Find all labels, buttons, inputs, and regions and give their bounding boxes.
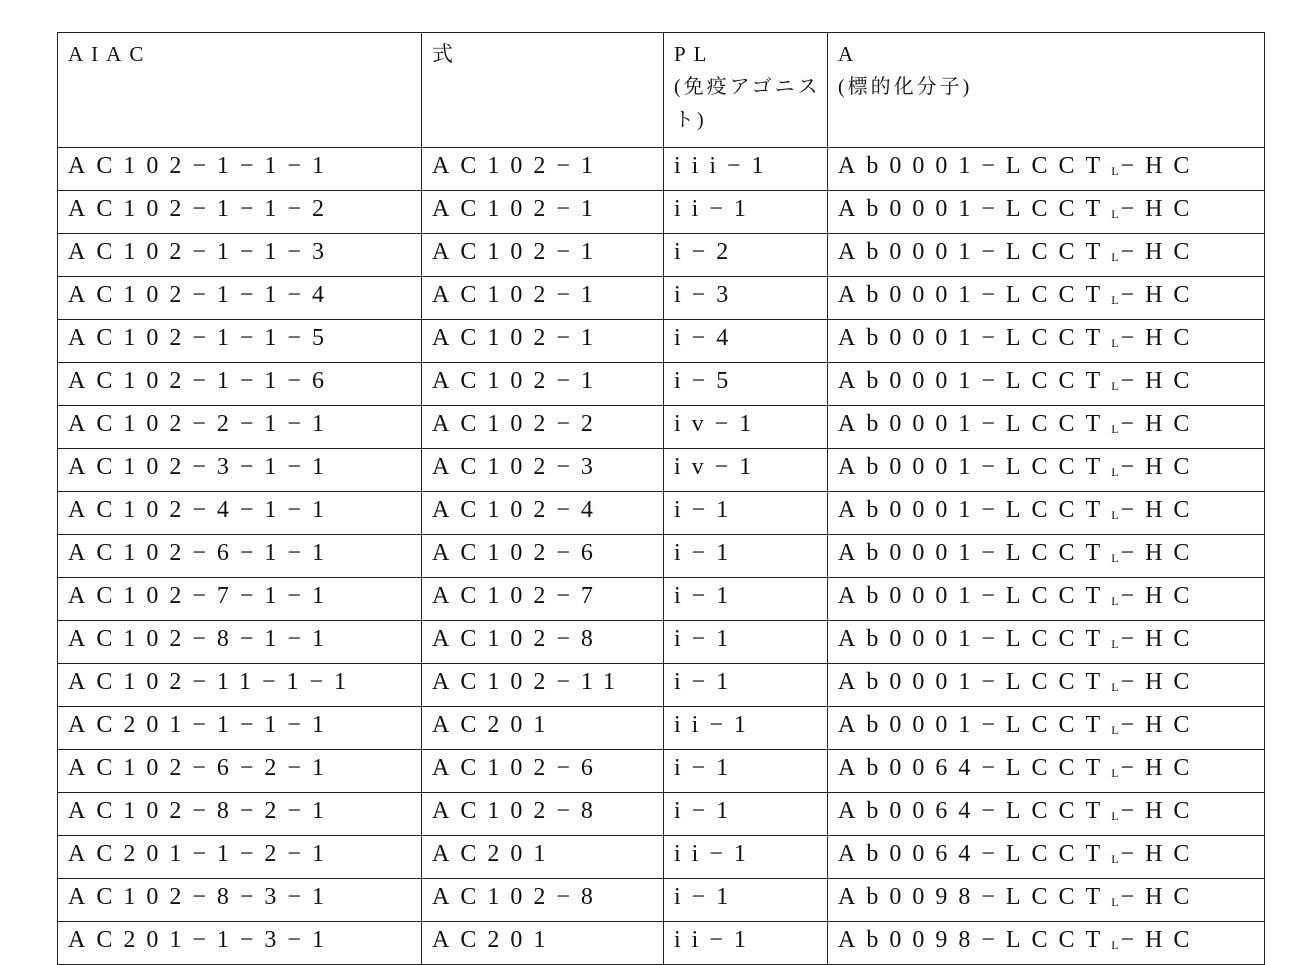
cell-pl: i−1 bbox=[664, 879, 828, 922]
table-row bbox=[58, 148, 1265, 191]
table-row bbox=[58, 879, 1265, 922]
cell-aiac: AC102−7−1−1 bbox=[58, 578, 422, 621]
table-row bbox=[58, 621, 1265, 664]
cell-aiac: AC102−1−1−5 bbox=[58, 320, 422, 363]
table-row bbox=[58, 664, 1265, 707]
cell-pl: i−1 bbox=[664, 621, 828, 664]
cell-a-prefix: Ab0001−LCCT bbox=[838, 153, 1111, 179]
table-row bbox=[58, 320, 1265, 363]
cell-formula: AC102−8 bbox=[422, 621, 664, 664]
cell-formula: AC102−8 bbox=[422, 793, 664, 836]
cell-a-prefix: Ab0001−LCCT bbox=[838, 626, 1111, 652]
cell-formula: AC102−3 bbox=[422, 449, 664, 492]
cell-formula: AC102−6 bbox=[422, 750, 664, 793]
table-row bbox=[58, 535, 1265, 578]
cell-a bbox=[828, 191, 1265, 234]
cell-pl: i−1 bbox=[664, 793, 828, 836]
cell-a-suffix: −HC bbox=[1121, 497, 1201, 523]
cell-a-subscript: L bbox=[1111, 379, 1120, 393]
header-pl bbox=[664, 33, 828, 148]
cell-a-subscript: L bbox=[1111, 250, 1120, 264]
cell-a-subscript: L bbox=[1111, 723, 1120, 737]
cell-formula: AC102−7 bbox=[422, 578, 664, 621]
header-aiac-label: AIAC bbox=[68, 42, 151, 66]
cell-a bbox=[828, 707, 1265, 750]
cell-a-suffix: −HC bbox=[1121, 712, 1201, 738]
cell-formula: AC102−1 bbox=[422, 234, 664, 277]
cell-a-prefix: Ab0064−LCCT bbox=[838, 755, 1111, 781]
cell-a-prefix: Ab0064−LCCT bbox=[838, 841, 1111, 867]
cell-a bbox=[828, 621, 1265, 664]
cell-a-prefix: Ab0098−LCCT bbox=[838, 927, 1111, 953]
header-aiac bbox=[58, 33, 422, 148]
cell-a-suffix: −HC bbox=[1121, 454, 1201, 480]
cell-formula: AC201 bbox=[422, 707, 664, 750]
table-row bbox=[58, 707, 1265, 750]
cell-pl: i−3 bbox=[664, 277, 828, 320]
cell-formula: AC102−8 bbox=[422, 879, 664, 922]
header-pl-label: PL bbox=[674, 42, 715, 66]
cell-a bbox=[828, 793, 1265, 836]
aiac-table bbox=[57, 32, 1265, 965]
cell-formula: AC201 bbox=[422, 922, 664, 965]
cell-pl: i−5 bbox=[664, 363, 828, 406]
cell-a-suffix: −HC bbox=[1121, 841, 1201, 867]
header-row bbox=[58, 33, 1265, 148]
header-pl-note: (免疫アゴニスト) bbox=[674, 71, 827, 137]
cell-a bbox=[828, 449, 1265, 492]
cell-a-prefix: Ab0001−LCCT bbox=[838, 282, 1111, 308]
cell-a-prefix: Ab0001−LCCT bbox=[838, 239, 1111, 265]
cell-pl: iv−1 bbox=[664, 449, 828, 492]
cell-a bbox=[828, 750, 1265, 793]
cell-a-prefix: Ab0001−LCCT bbox=[838, 411, 1111, 437]
cell-a-prefix: Ab0001−LCCT bbox=[838, 196, 1111, 222]
cell-pl: i−1 bbox=[664, 492, 828, 535]
cell-aiac: AC102−6−1−1 bbox=[58, 535, 422, 578]
cell-a-subscript: L bbox=[1111, 465, 1120, 479]
cell-a-subscript: L bbox=[1111, 766, 1120, 780]
table-row bbox=[58, 793, 1265, 836]
cell-a-prefix: Ab0001−LCCT bbox=[838, 712, 1111, 738]
cell-formula: AC102−1 bbox=[422, 148, 664, 191]
cell-pl: i−4 bbox=[664, 320, 828, 363]
cell-formula: AC102−2 bbox=[422, 406, 664, 449]
cell-a-subscript: L bbox=[1111, 293, 1120, 307]
cell-aiac: AC201−1−1−1 bbox=[58, 707, 422, 750]
cell-a-suffix: −HC bbox=[1121, 282, 1201, 308]
cell-aiac: AC201−1−3−1 bbox=[58, 922, 422, 965]
table-row bbox=[58, 406, 1265, 449]
table-row bbox=[58, 836, 1265, 879]
cell-formula: AC102−6 bbox=[422, 535, 664, 578]
cell-a-suffix: −HC bbox=[1121, 755, 1201, 781]
cell-aiac: AC102−4−1−1 bbox=[58, 492, 422, 535]
table-row bbox=[58, 492, 1265, 535]
cell-pl: i−1 bbox=[664, 535, 828, 578]
cell-aiac: AC102−11−1−1 bbox=[58, 664, 422, 707]
cell-a-suffix: −HC bbox=[1121, 411, 1201, 437]
cell-a-suffix: −HC bbox=[1121, 927, 1201, 953]
cell-a bbox=[828, 535, 1265, 578]
cell-a-subscript: L bbox=[1111, 852, 1120, 866]
table-row bbox=[58, 922, 1265, 965]
cell-a-suffix: −HC bbox=[1121, 239, 1201, 265]
table-row bbox=[58, 449, 1265, 492]
cell-a-suffix: −HC bbox=[1121, 669, 1201, 695]
cell-aiac: AC102−1−1−1 bbox=[58, 148, 422, 191]
cell-pl: i−2 bbox=[664, 234, 828, 277]
cell-pl: iv−1 bbox=[664, 406, 828, 449]
cell-formula: AC102−1 bbox=[422, 191, 664, 234]
cell-a-subscript: L bbox=[1111, 422, 1120, 436]
header-a-note: (標的化分子) bbox=[838, 71, 1264, 104]
cell-aiac: AC102−3−1−1 bbox=[58, 449, 422, 492]
header-formula-label: 式 bbox=[432, 42, 461, 66]
table-row bbox=[58, 750, 1265, 793]
cell-pl: i−1 bbox=[664, 578, 828, 621]
cell-a bbox=[828, 922, 1265, 965]
table-body bbox=[58, 148, 1265, 965]
cell-aiac: AC102−8−3−1 bbox=[58, 879, 422, 922]
cell-a-subscript: L bbox=[1111, 594, 1120, 608]
header-a bbox=[828, 33, 1265, 148]
cell-aiac: AC102−1−1−6 bbox=[58, 363, 422, 406]
cell-formula: AC102−4 bbox=[422, 492, 664, 535]
cell-a-suffix: −HC bbox=[1121, 626, 1201, 652]
cell-a-prefix: Ab0001−LCCT bbox=[838, 368, 1111, 394]
cell-pl: iii−1 bbox=[664, 148, 828, 191]
cell-a-suffix: −HC bbox=[1121, 153, 1201, 179]
cell-a-subscript: L bbox=[1111, 637, 1120, 651]
cell-a bbox=[828, 406, 1265, 449]
cell-pl: i−1 bbox=[664, 750, 828, 793]
cell-formula: AC102−1 bbox=[422, 320, 664, 363]
cell-a-subscript: L bbox=[1111, 508, 1120, 522]
cell-aiac: AC102−8−2−1 bbox=[58, 793, 422, 836]
cell-a-prefix: Ab0001−LCCT bbox=[838, 669, 1111, 695]
cell-a bbox=[828, 277, 1265, 320]
cell-pl: ii−1 bbox=[664, 922, 828, 965]
cell-a-subscript: L bbox=[1111, 938, 1120, 952]
cell-pl: i−1 bbox=[664, 664, 828, 707]
cell-a-subscript: L bbox=[1111, 207, 1120, 221]
header-formula bbox=[422, 33, 664, 148]
table-row bbox=[58, 191, 1265, 234]
cell-a bbox=[828, 234, 1265, 277]
cell-a-subscript: L bbox=[1111, 336, 1120, 350]
table-row bbox=[58, 363, 1265, 406]
cell-a bbox=[828, 664, 1265, 707]
cell-formula: AC102−1 bbox=[422, 363, 664, 406]
cell-aiac: AC102−1−1−3 bbox=[58, 234, 422, 277]
cell-a-suffix: −HC bbox=[1121, 325, 1201, 351]
header-a-label: A bbox=[838, 42, 861, 66]
cell-a-prefix: Ab0001−LCCT bbox=[838, 497, 1111, 523]
cell-a-suffix: −HC bbox=[1121, 884, 1201, 910]
table-row bbox=[58, 277, 1265, 320]
cell-aiac: AC102−8−1−1 bbox=[58, 621, 422, 664]
cell-aiac: AC102−2−1−1 bbox=[58, 406, 422, 449]
cell-a bbox=[828, 148, 1265, 191]
cell-a bbox=[828, 363, 1265, 406]
cell-a-prefix: Ab0001−LCCT bbox=[838, 583, 1111, 609]
cell-a-prefix: Ab0001−LCCT bbox=[838, 540, 1111, 566]
cell-aiac: AC102−1−1−2 bbox=[58, 191, 422, 234]
cell-pl: ii−1 bbox=[664, 191, 828, 234]
cell-pl: ii−1 bbox=[664, 707, 828, 750]
cell-a-prefix: Ab0064−LCCT bbox=[838, 798, 1111, 824]
cell-a-suffix: −HC bbox=[1121, 583, 1201, 609]
cell-a-prefix: Ab0098−LCCT bbox=[838, 884, 1111, 910]
cell-aiac: AC102−6−2−1 bbox=[58, 750, 422, 793]
cell-a bbox=[828, 320, 1265, 363]
cell-a-suffix: −HC bbox=[1121, 540, 1201, 566]
cell-aiac: AC201−1−2−1 bbox=[58, 836, 422, 879]
cell-formula: AC102−11 bbox=[422, 664, 664, 707]
cell-a-subscript: L bbox=[1111, 551, 1120, 565]
cell-a-prefix: Ab0001−LCCT bbox=[838, 454, 1111, 480]
cell-a bbox=[828, 836, 1265, 879]
cell-a-suffix: −HC bbox=[1121, 196, 1201, 222]
cell-a bbox=[828, 492, 1265, 535]
cell-a-subscript: L bbox=[1111, 164, 1120, 178]
cell-formula: AC201 bbox=[422, 836, 664, 879]
cell-a-suffix: −HC bbox=[1121, 798, 1201, 824]
cell-a-subscript: L bbox=[1111, 809, 1120, 823]
cell-a-subscript: L bbox=[1111, 680, 1120, 694]
cell-a-prefix: Ab0001−LCCT bbox=[838, 325, 1111, 351]
cell-formula: AC102−1 bbox=[422, 277, 664, 320]
table-row bbox=[58, 234, 1265, 277]
cell-a-subscript: L bbox=[1111, 895, 1120, 909]
cell-aiac: AC102−1−1−4 bbox=[58, 277, 422, 320]
cell-a bbox=[828, 578, 1265, 621]
cell-a-suffix: −HC bbox=[1121, 368, 1201, 394]
table-row bbox=[58, 578, 1265, 621]
cell-a bbox=[828, 879, 1265, 922]
cell-pl: ii−1 bbox=[664, 836, 828, 879]
